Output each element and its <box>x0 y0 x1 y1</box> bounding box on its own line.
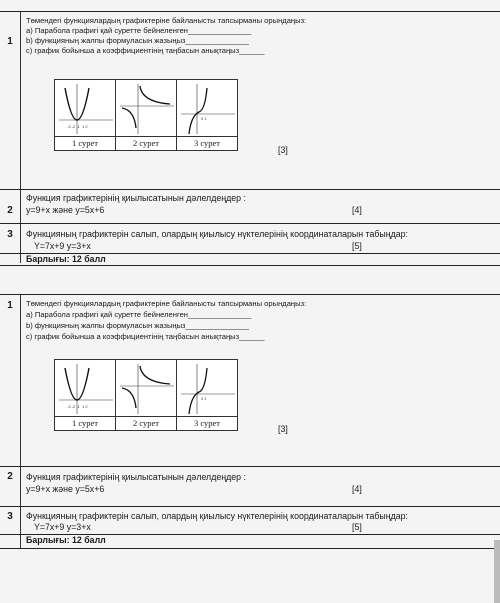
svg-text:0 1: 0 1 <box>201 396 207 401</box>
question-number: 1 <box>7 36 13 47</box>
worksheet-copy-1 <box>0 0 500 270</box>
task-b: b) функцияның жалпы формуласын жазыңыз_______________ <box>26 36 249 45</box>
question-title: Төмендегі функциялардың графиктеріне байланысты тапсырманы орындаңыз: <box>26 16 307 25</box>
graph-figure <box>54 79 238 151</box>
task-c: c) график бойынша a коэффициентінің таңбасын анықтаңыз______ <box>26 332 265 341</box>
points-q1: [3] <box>278 424 288 434</box>
caption-1: 1 сурет <box>55 136 115 150</box>
caption-2: 2 сурет <box>116 136 176 150</box>
caption-2: 2 сурет <box>116 416 176 430</box>
hyperbola-graph <box>116 80 176 136</box>
question-title: Функция графиктерінің қиылысатынын дәлелдеңдер : <box>26 472 246 482</box>
worksheet-copy-2 <box>0 286 500 556</box>
question-title: Функцияның графиктерін салып, олардың қиылысу нүктелерінің координаталарын табыңдар: <box>26 229 408 239</box>
points-q2: [4] <box>352 484 362 494</box>
cubic-graph <box>177 360 237 416</box>
formulas: y=9+x және y=5x+6 <box>26 205 105 215</box>
question-number: 3 <box>7 229 13 240</box>
task-b: b) функцияның жалпы формуласын жазыңыз_______________ <box>26 321 249 330</box>
task-c: c) график бойынша a коэффициентінің таңбасын анықтаңыз______ <box>26 46 265 55</box>
task-a: а) Парабола графигі қай суретте бейнеленген_______________ <box>26 310 252 319</box>
task-a: а) Парабола графигі қай суретте бейнеленген_______________ <box>26 26 252 35</box>
points-q1: [3] <box>278 145 288 155</box>
parabola-graph <box>55 360 115 416</box>
caption-3: 3 сурет <box>177 136 237 150</box>
question-number: 2 <box>7 205 13 216</box>
question-number: 2 <box>7 471 13 482</box>
svg-text:-3 -2 -1: -3 -2 -1 <box>67 404 80 409</box>
formulas: Y=7x+9 y=3+x <box>34 522 91 532</box>
caption-1: 1 сурет <box>55 416 115 430</box>
svg-text:1 2: 1 2 <box>82 124 88 129</box>
question-number: 3 <box>7 511 13 522</box>
points-q2: [4] <box>352 205 362 215</box>
cubic-graph <box>177 80 237 136</box>
parabola-graph <box>55 80 115 136</box>
hyperbola-graph <box>116 360 176 416</box>
total-score: Барлығы: 12 балл <box>26 254 106 264</box>
svg-text:-3 -2 -1: -3 -2 -1 <box>67 124 80 129</box>
points-q3: [5] <box>352 241 362 251</box>
total-score: Барлығы: 12 балл <box>26 535 106 545</box>
formulas: y=9+x және y=5x+6 <box>26 484 105 494</box>
question-title: Функцияның графиктерін салып, олардың қиылысу нүктелерінің координаталарын табыңдар: <box>26 511 408 521</box>
page-edge-shadow <box>494 540 500 603</box>
question-number: 1 <box>7 300 13 311</box>
question-title: Төмендегі функциялардың графиктеріне байланысты тапсырманы орындаңыз: <box>26 299 307 308</box>
svg-text:1 2: 1 2 <box>82 404 88 409</box>
question-title: Функция графиктерінің қиылысатынын дәлелдеңдер : <box>26 193 246 203</box>
graph-figure <box>54 359 238 431</box>
formulas: Y=7x+9 y=3+x <box>34 241 91 251</box>
caption-3: 3 сурет <box>177 416 237 430</box>
points-q3: [5] <box>352 522 362 532</box>
svg-text:0 1: 0 1 <box>201 116 207 121</box>
